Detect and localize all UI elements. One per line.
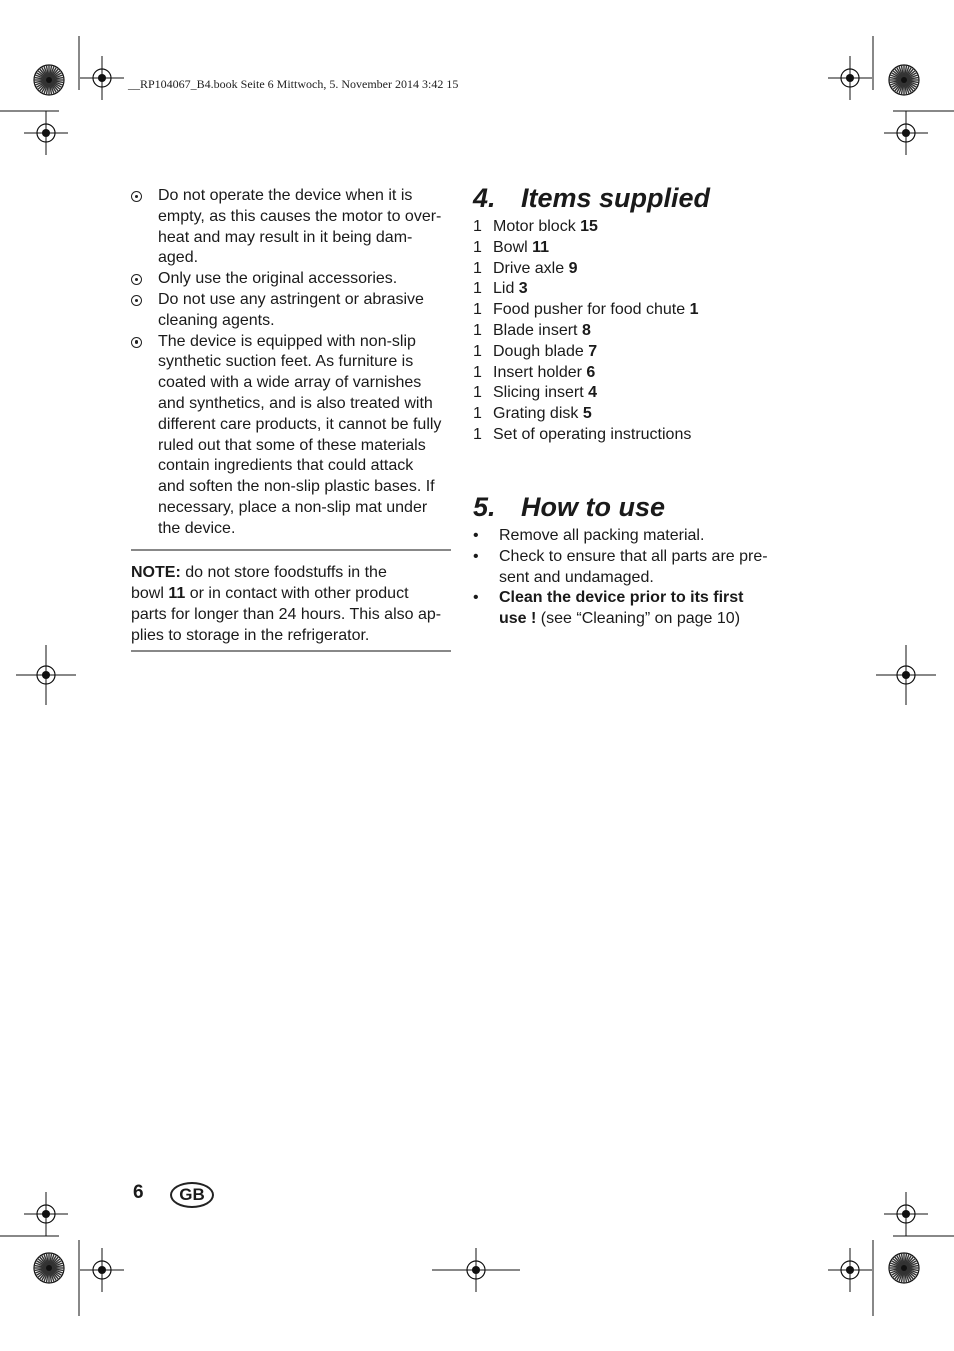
bullet-text-line: the device.: [158, 519, 236, 537]
bullet-text-line: aged.: [158, 249, 199, 267]
item-quantity: 1: [473, 384, 482, 402]
color-target-center-icon: [46, 77, 52, 83]
use-step-2b: sent and undamaged.: [499, 568, 654, 586]
how-to-use-list: [473, 526, 803, 630]
item-quantity: 1: [473, 280, 482, 298]
item-ref-number: 11: [532, 238, 550, 256]
note-text-4: plies to storage in the refrigerator.: [131, 627, 370, 644]
color-target-center-icon: [901, 1265, 907, 1271]
item-ref-number: 3: [518, 280, 528, 298]
circle-bullet-icon: [131, 274, 142, 285]
bullet-text-line: synthetic suction feet. As furniture is: [158, 353, 414, 371]
list-item: [473, 259, 803, 280]
safety-bullet-list: [131, 186, 451, 540]
item-quantity: 1: [473, 363, 482, 381]
circle-bullet-icon: [131, 191, 142, 202]
item-name: Dough blade: [493, 342, 589, 360]
item-ref-number: 9: [568, 259, 578, 277]
list-item: [473, 383, 803, 404]
item-ref-number: 6: [586, 363, 596, 381]
list-item: [473, 217, 803, 238]
bullet-dot: •: [473, 527, 479, 544]
bullet-text-line: Do not operate the device when it is: [158, 187, 413, 204]
note-box: [131, 549, 451, 652]
section-items-supplied: [473, 183, 803, 446]
item-ref-number: 15: [580, 218, 598, 235]
list-item: [473, 279, 803, 300]
item-quantity: 1: [473, 218, 482, 235]
item-name: Drive axle: [493, 259, 569, 277]
use-step-1: Remove all packing material.: [499, 527, 705, 544]
item-quantity: 1: [473, 321, 482, 339]
note-label: NOTE:: [131, 564, 181, 581]
bullet-text-line: and synthetics, and is also treated with: [158, 394, 433, 412]
item-quantity: 1: [473, 342, 482, 360]
note-bowl-ref: 11: [168, 585, 186, 602]
bullet-dot: •: [473, 589, 479, 607]
bullet-text-line: heat and may result in it being dam-: [158, 228, 413, 246]
item-ref-number: 8: [581, 321, 591, 339]
item-name: Lid: [493, 280, 519, 298]
list-item: [131, 290, 451, 332]
item-name: Motor block: [493, 218, 581, 235]
item-quantity: 1: [473, 425, 482, 443]
item-name: Food pusher for food chute: [493, 301, 690, 319]
bullet-text-line: coated with a wide array of varnishes: [158, 374, 422, 392]
circle-bullet-icon: [131, 295, 142, 306]
bullet-text-line: Only use the original accessories.: [158, 270, 398, 288]
bullet-text-line: contain ingredients that could attack: [158, 457, 414, 475]
list-item: [473, 300, 803, 321]
list-item: [473, 526, 803, 547]
bullet-text-line: ruled out that some of these materials: [158, 436, 426, 454]
item-name: Slicing insert: [493, 384, 589, 402]
list-item: [473, 404, 803, 425]
section-4-number: 4.: [473, 183, 496, 213]
item-quantity: 1: [473, 301, 482, 319]
section-5-heading: [473, 492, 803, 522]
note-text-1: do not store foodstuffs in the: [180, 564, 387, 581]
language-badge: GB: [170, 1182, 214, 1208]
use-step-3-bold: Clean the device prior to its first: [499, 589, 744, 607]
item-ref-number: 1: [689, 301, 699, 319]
item-name: Blade insert: [493, 321, 582, 339]
list-item: [131, 332, 451, 540]
list-item: [473, 425, 803, 446]
bullet-text-line: and soften the non-slip plastic bases. If: [158, 478, 435, 496]
list-item: [473, 321, 803, 342]
page-number: 6: [133, 1182, 144, 1203]
item-quantity: 1: [473, 238, 482, 256]
use-step-2a: Check to ensure that all parts are pre-: [499, 547, 768, 565]
list-item: [473, 547, 803, 589]
list-item: [131, 186, 451, 269]
bullet-text-line: The device is equipped with non-slip: [158, 332, 416, 350]
list-item: [473, 342, 803, 363]
bullet-text-line: necessary, place a non-slip mat under: [158, 498, 428, 516]
item-name: Insert holder: [493, 363, 587, 381]
item-name: Grating disk: [493, 405, 583, 423]
section-4-title: Items supplied: [521, 183, 711, 213]
note-text-2a: bowl: [131, 585, 169, 602]
print-file-info: __RP104067_B4.book Seite 6 Mittwoch, 5. November 2014 3:42 15: [128, 77, 459, 91]
list-item: [473, 588, 803, 630]
section-how-to-use: [473, 492, 803, 630]
list-item: [131, 269, 451, 290]
list-item: [473, 363, 803, 384]
item-quantity: 1: [473, 405, 482, 423]
bullet-text-line: Do not use any astringent or abrasive: [158, 290, 424, 308]
note-text-2b: or in contact with other product: [185, 585, 409, 602]
bullet-text-line: empty, as this causes the motor to over-: [158, 207, 442, 225]
use-step-3-bold-2: use !: [499, 610, 537, 628]
note-text-3: parts for longer than 24 hours. This also ap-: [131, 606, 442, 623]
item-ref-number: 5: [582, 405, 592, 423]
bullet-text-line: cleaning agents.: [158, 311, 275, 329]
list-item: [473, 238, 803, 259]
circle-bullet-icon: [131, 337, 142, 348]
item-quantity: 1: [473, 259, 482, 277]
use-step-3-ref: (see “Cleaning” on page 10): [536, 610, 741, 628]
item-name: Bowl: [493, 238, 533, 256]
section-4-heading: [473, 183, 803, 213]
item-ref-number: 7: [588, 342, 598, 360]
section-5-number: 5.: [473, 492, 496, 522]
color-target-center-icon: [901, 77, 907, 83]
item-ref-number: 4: [588, 384, 598, 402]
section-5-title: How to use: [521, 492, 666, 522]
item-name: Set of operating instructions: [493, 425, 692, 443]
items-list: [473, 217, 803, 446]
bullet-text-line: different care products, it cannot be fully: [158, 415, 442, 433]
bullet-dot: •: [473, 547, 479, 565]
color-target-center-icon: [46, 1265, 52, 1271]
